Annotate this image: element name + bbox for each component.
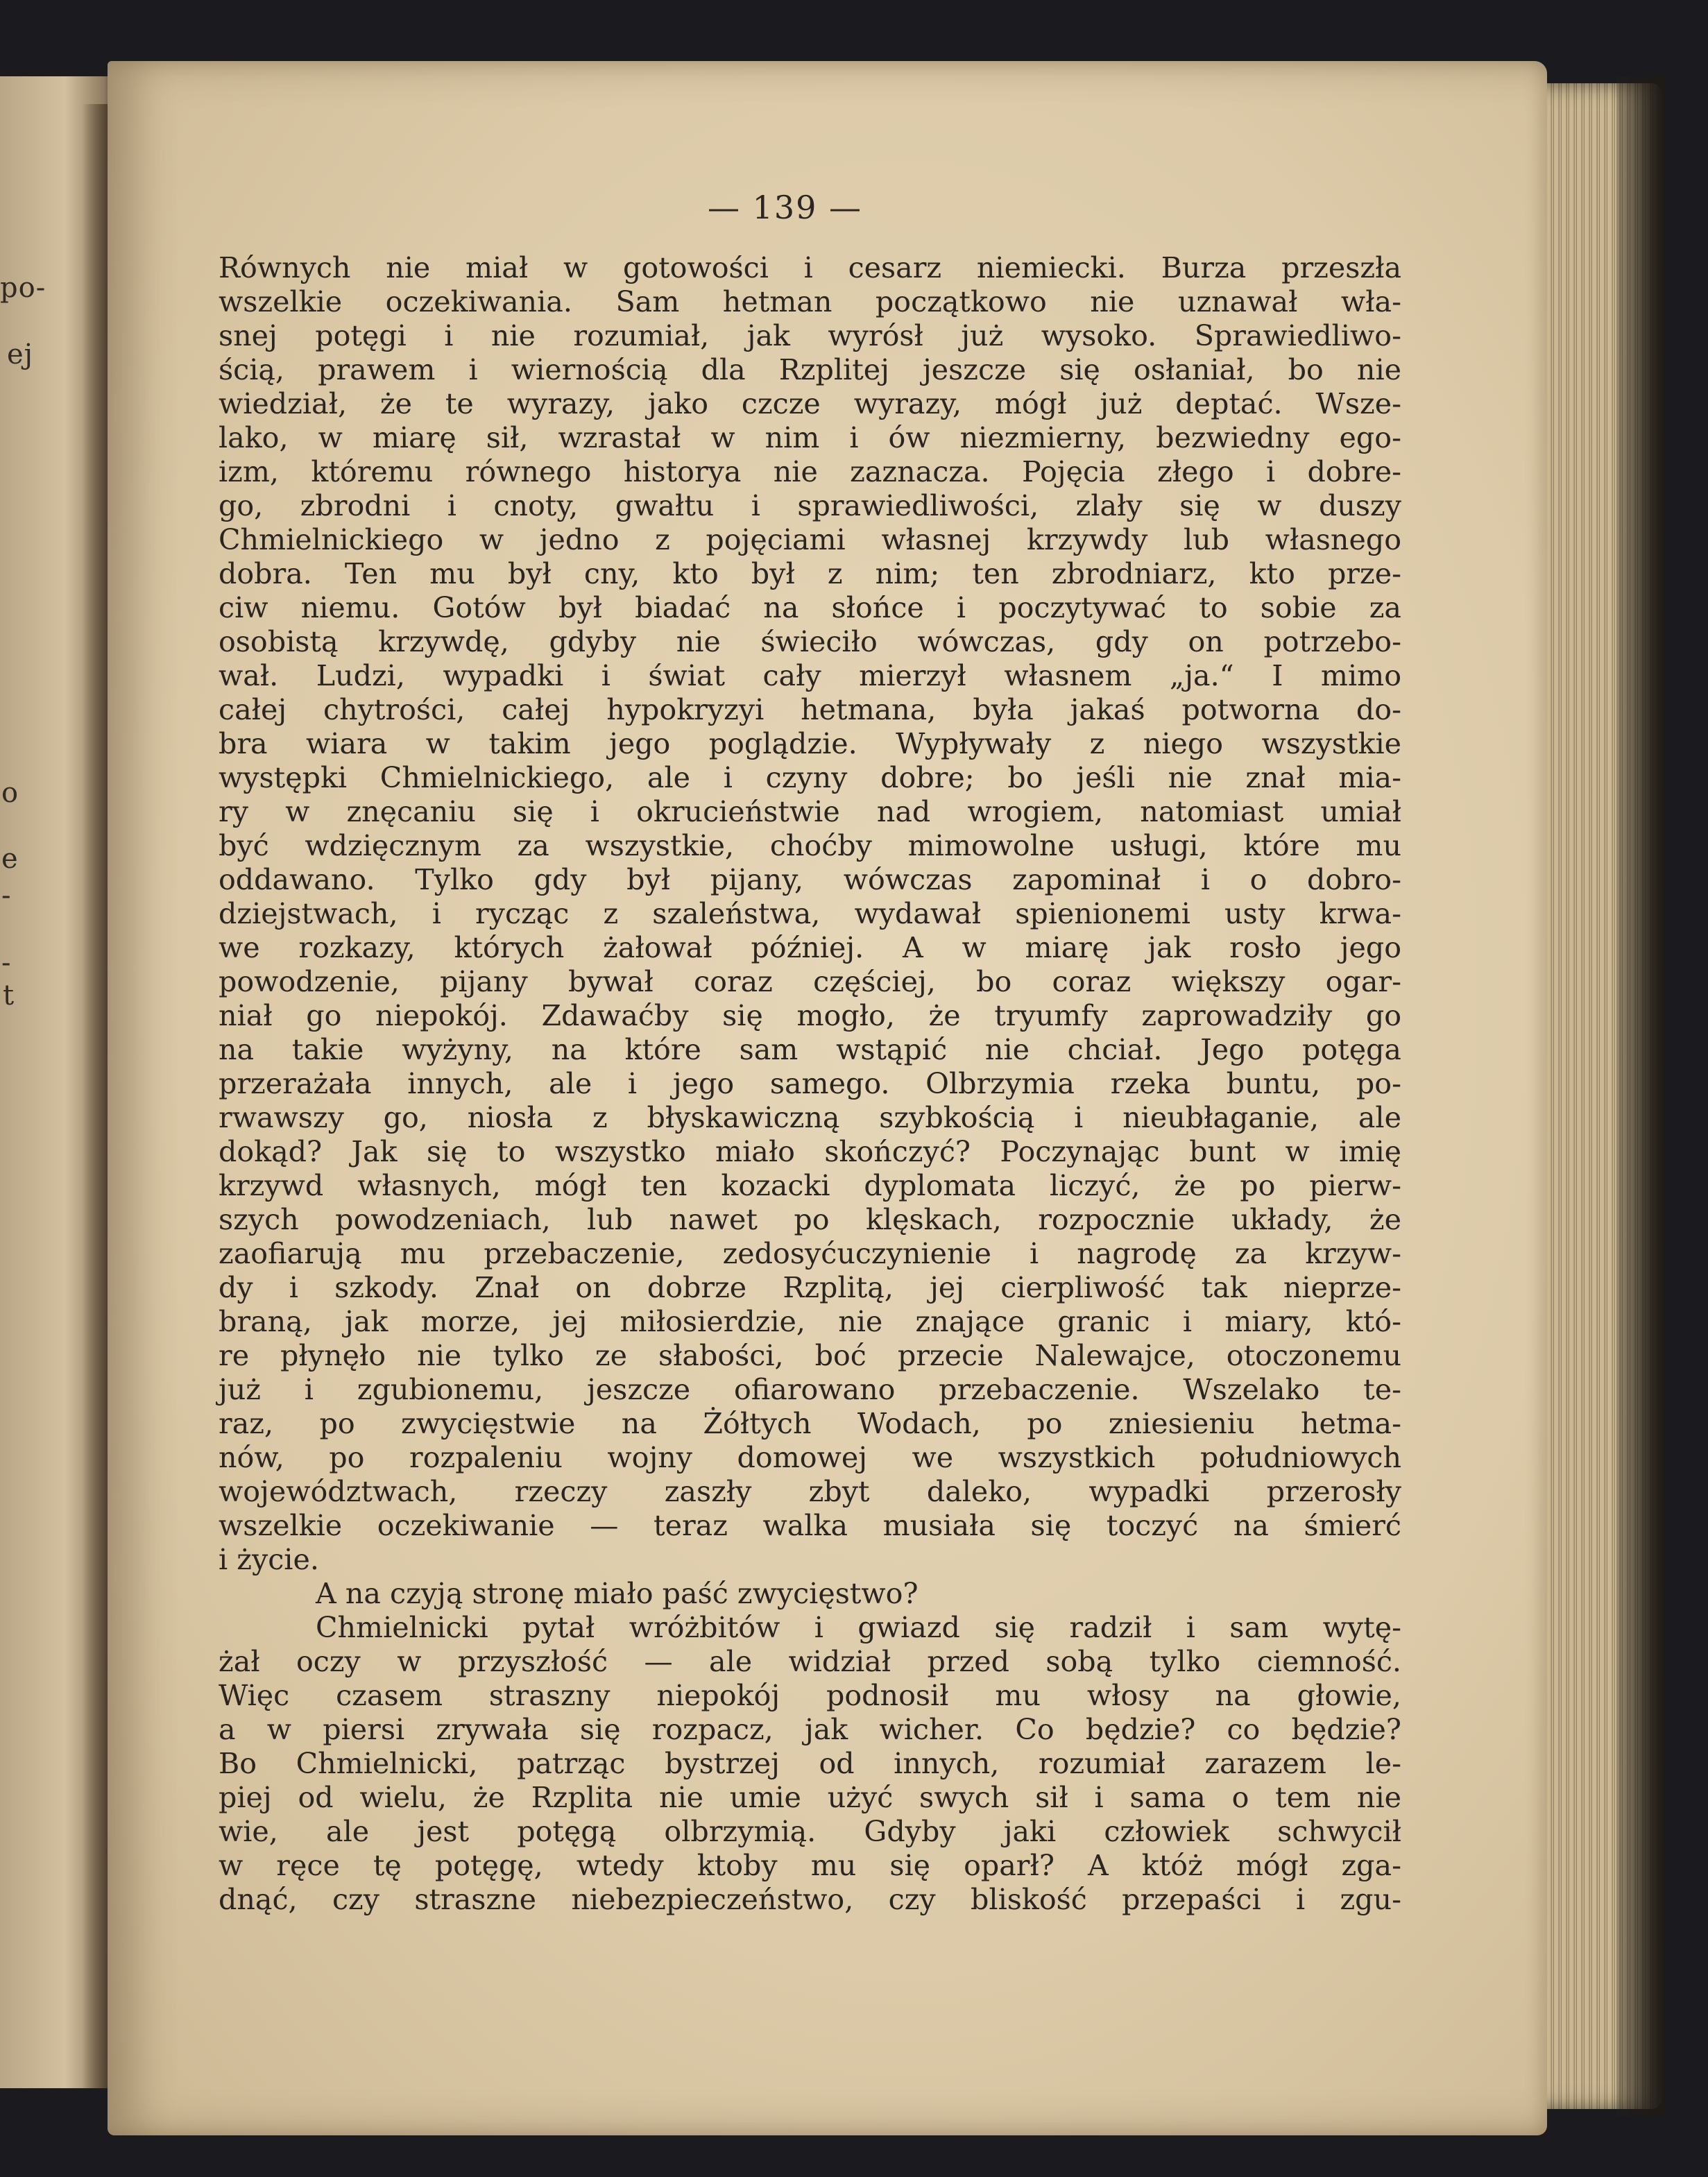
page-body-text — [219, 251, 1401, 1917]
text-line: ciw niemu. Gotów był biadać na słońce i poczytywać to sobie za — [219, 591, 1401, 624]
prev-page-fragment: po- — [0, 272, 46, 304]
text-line: Chmielnicki pytał wróżbitów i gwiazd się radził i sam wytę- — [316, 1611, 1401, 1644]
prev-page-fragment: t — [3, 980, 15, 1011]
text-line: wszelkie oczekiwania. Sam hetman początkowo nie uznawał wła- — [219, 285, 1401, 318]
text-line: dziejstwach, i rycząc z szaleństwa, wydawał spienionemi usty krwa- — [219, 897, 1401, 930]
text-line: bra wiara w takim jego poglądzie. Wypływały z niego wszystkie — [219, 727, 1401, 760]
text-line: dy i szkody. Znał on dobrze Rzplitą, jej cierpliwość tak nieprze- — [219, 1271, 1401, 1304]
text-line: dnąć, czy straszne niebezpieczeństwo, czy bliskość przepaści i zgu- — [219, 1883, 1401, 1916]
text-line: i życie. — [219, 1543, 319, 1576]
text-line: a w piersi zrywała się rozpacz, jak wicher. Co będzie? co będzie? — [219, 1713, 1401, 1746]
text-line: niał go niepokój. Zdawaćby się mogło, że tryumfy zaprowadziły go — [219, 999, 1401, 1032]
text-line: Więc czasem straszny niepokój podnosił mu włosy na głowie, — [219, 1679, 1401, 1712]
text-line: raz, po zwycięstwie na Żółtych Wodach, po zniesieniu hetma- — [219, 1407, 1401, 1440]
page-block-shadow — [1616, 76, 1665, 2116]
text-line: we rozkazy, których żałował później. A w miarę jak rosło jego — [219, 931, 1401, 964]
prev-page-fragment: ej — [7, 339, 34, 370]
text-line: powodzenie, pijany bywał coraz częściej, bo coraz większy ogar- — [219, 965, 1401, 998]
text-line: Bo Chmielnicki, patrząc bystrzej od innych, rozumiał zarazem le- — [219, 1747, 1401, 1780]
text-line: krzywd własnych, mógł ten kozacki dyplomata liczyć, że po pierw- — [219, 1169, 1401, 1202]
text-line: szych powodzeniach, lub nawet po klęskach, rozpocznie układy, że — [219, 1203, 1401, 1236]
text-line: ry w znęcaniu się i okrucieństwie nad wrogiem, natomiast umiał — [219, 795, 1401, 828]
text-line: rwawszy go, niosła z błyskawiczną szybkością i nieubłaganie, ale — [219, 1101, 1401, 1134]
text-line: całej chytrości, całej hypokryzyi hetmana, była jakaś potworna do- — [219, 693, 1401, 726]
text-line: re płynęło nie tylko ze słabości, boć przecie Nalewajce, otoczonemu — [219, 1339, 1401, 1372]
text-line: Równych nie miał w gotowości i cesarz niemiecki. Burza przeszła — [219, 251, 1401, 284]
prev-page-fragment: o — [1, 777, 19, 809]
text-line: wszelkie oczekiwanie — teraz walka musiała się toczyć na śmierć — [219, 1509, 1401, 1542]
text-line: lako, w miarę sił, wzrastał w nim i ów niezmierny, bezwiedny ego- — [219, 421, 1401, 454]
text-line: być wdzięcznym za wszystkie, choćby mimowolne usługi, które mu — [219, 829, 1401, 862]
prev-page-fragment: - — [1, 947, 12, 979]
text-line: już i zgubionemu, jeszcze ofiarowano przebaczenie. Wszelako te- — [219, 1373, 1401, 1406]
text-line: dobra. Ten mu był cny, kto był z nim; ten zbrodniarz, kto prze- — [219, 557, 1401, 590]
text-line: zaofiarują mu przebaczenie, zedosyćuczynienie i nagrodę za krzyw- — [219, 1237, 1401, 1270]
text-line: Chmielnickiego w jedno z pojęciami własnej krzywdy lub własnego — [219, 523, 1401, 556]
text-line: osobistą krzywdę, gdyby nie świeciło wówczas, gdy on potrzebo- — [219, 625, 1401, 658]
text-line: występki Chmielnickiego, ale i czyny dobre; bo jeśli nie znał mia- — [219, 761, 1401, 794]
text-line: wał. Ludzi, wypadki i świat cały mierzył własnem „ja.“ I mimo — [219, 659, 1401, 692]
page-number: — 139 — — [708, 189, 863, 226]
text-line: A na czyją stronę miało paść zwycięstwo? — [316, 1577, 919, 1610]
text-line: przerażała innych, ale i jego samego. Olbrzymia rzeka buntu, po- — [219, 1067, 1401, 1100]
text-line: piej od wielu, że Rzplita nie umie użyć swych sił i sama o tem nie — [219, 1781, 1401, 1814]
prev-page-fragment: e — [1, 843, 19, 875]
text-line: żał oczy w przyszłość — ale widział przed sobą tylko ciemność. — [219, 1645, 1401, 1678]
text-line: wiedział, że te wyrazy, jako czcze wyrazy, mógł już deptać. Wsze- — [219, 387, 1401, 420]
text-line: go, zbrodni i cnoty, gwałtu i sprawiedliwości, zlały się w duszy — [219, 489, 1401, 522]
text-line: oddawano. Tylko gdy był pijany, wówczas zapominał i o dobro- — [219, 863, 1401, 896]
text-line: wie, ale jest potęgą olbrzymią. Gdyby jaki człowiek schwycił — [219, 1815, 1401, 1848]
text-line: snej potęgi i nie rozumiał, jak wyrósł już wysoko. Sprawiedliwo- — [219, 319, 1401, 352]
text-line: izm, któremu równego historya nie zaznacza. Pojęcia złego i dobre- — [219, 455, 1401, 488]
text-line: nów, po rozpaleniu wojny domowej we wszystkich południowych — [219, 1441, 1401, 1474]
prev-page-fragment: - — [1, 880, 12, 912]
text-line: ścią, prawem i wiernością dla Rzplitej jeszcze się osłaniał, bo nie — [219, 353, 1401, 386]
text-line: braną, jak morze, jej miłosierdzie, nie znające granic i miary, któ- — [219, 1305, 1401, 1338]
text-line: województwach, rzeczy zaszły zbyt daleko, wypadki przerosły — [219, 1475, 1401, 1508]
text-line: w ręce tę potęgę, wtedy ktoby mu się oparł? A któż mógł zga- — [219, 1849, 1401, 1882]
text-line: dokąd? Jak się to wszystko miało skończyć? Poczynając bunt w imię — [219, 1135, 1401, 1168]
text-line: na takie wyżyny, na które sam wstąpić nie chciał. Jego potęga — [219, 1033, 1401, 1066]
